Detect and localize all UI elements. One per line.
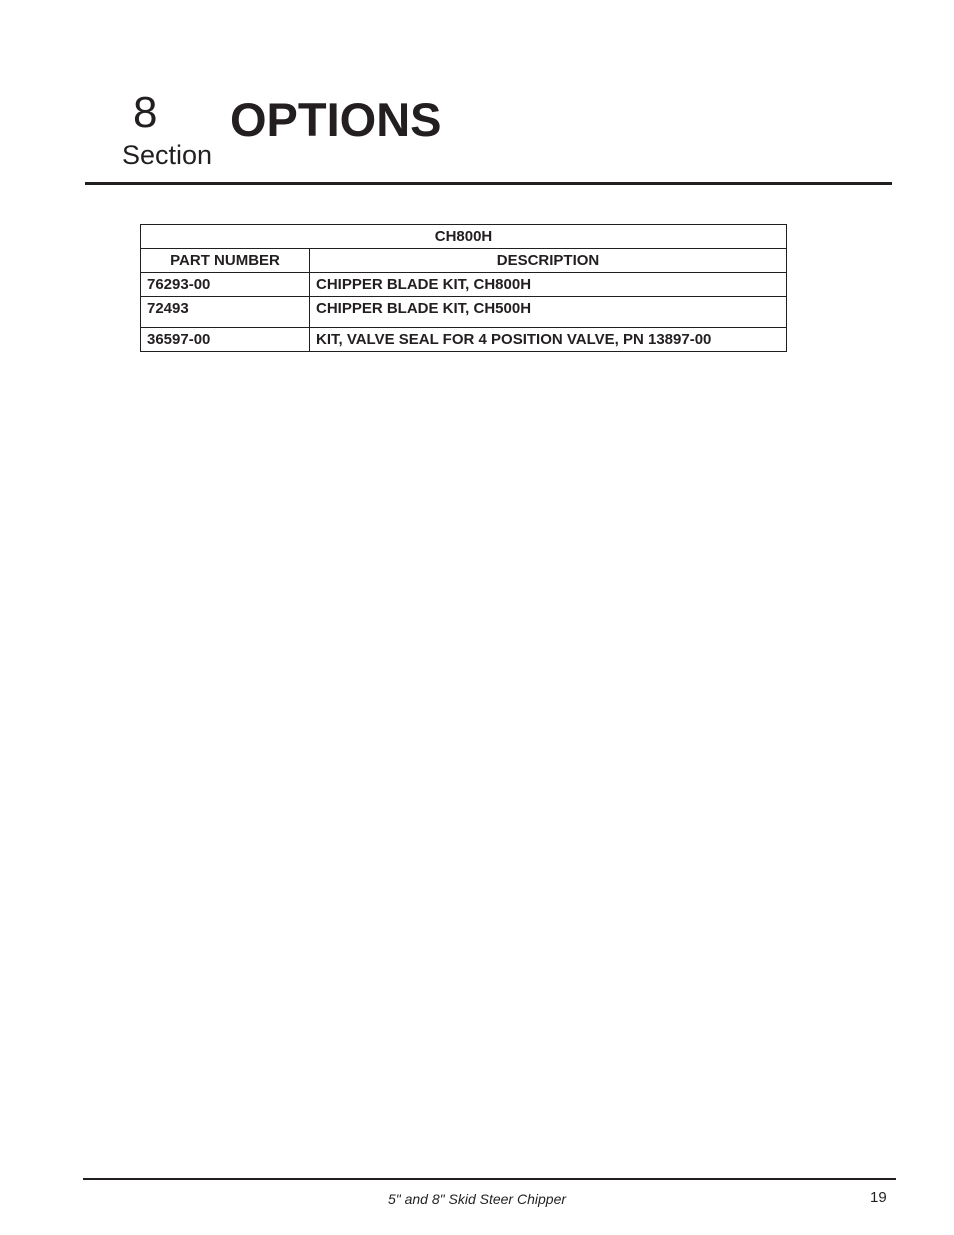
table-row bbox=[141, 273, 787, 297]
description-cell: KIT, VALVE SEAL FOR 4 POSITION VALVE, PN 13897-00 bbox=[310, 328, 787, 352]
section-number: 8 bbox=[133, 88, 158, 137]
table-caption: CH800H bbox=[141, 225, 787, 249]
part-number-cell: 76293-00 bbox=[141, 273, 310, 297]
column-header-description: DESCRIPTION bbox=[310, 249, 787, 273]
header-divider bbox=[85, 182, 892, 185]
part-number-cell: 72493 bbox=[141, 297, 310, 328]
footer-document-title: 5" and 8" Skid Steer Chipper bbox=[387, 1191, 567, 1207]
options-parts-table bbox=[140, 224, 787, 352]
section-label: Section bbox=[122, 140, 213, 170]
page-number: 19 bbox=[870, 1189, 887, 1206]
part-number-cell: 36597-00 bbox=[141, 328, 310, 352]
page-title: OPTIONS bbox=[230, 93, 442, 146]
table-row bbox=[141, 297, 787, 328]
column-header-part-number: PART NUMBER bbox=[141, 249, 310, 273]
footer-divider bbox=[83, 1178, 896, 1180]
table-row bbox=[141, 328, 787, 352]
description-cell: CHIPPER BLADE KIT, CH800H bbox=[310, 273, 787, 297]
table-header-row bbox=[141, 249, 787, 273]
table-caption-row bbox=[141, 225, 787, 249]
description-cell: CHIPPER BLADE KIT, CH500H bbox=[310, 297, 787, 328]
